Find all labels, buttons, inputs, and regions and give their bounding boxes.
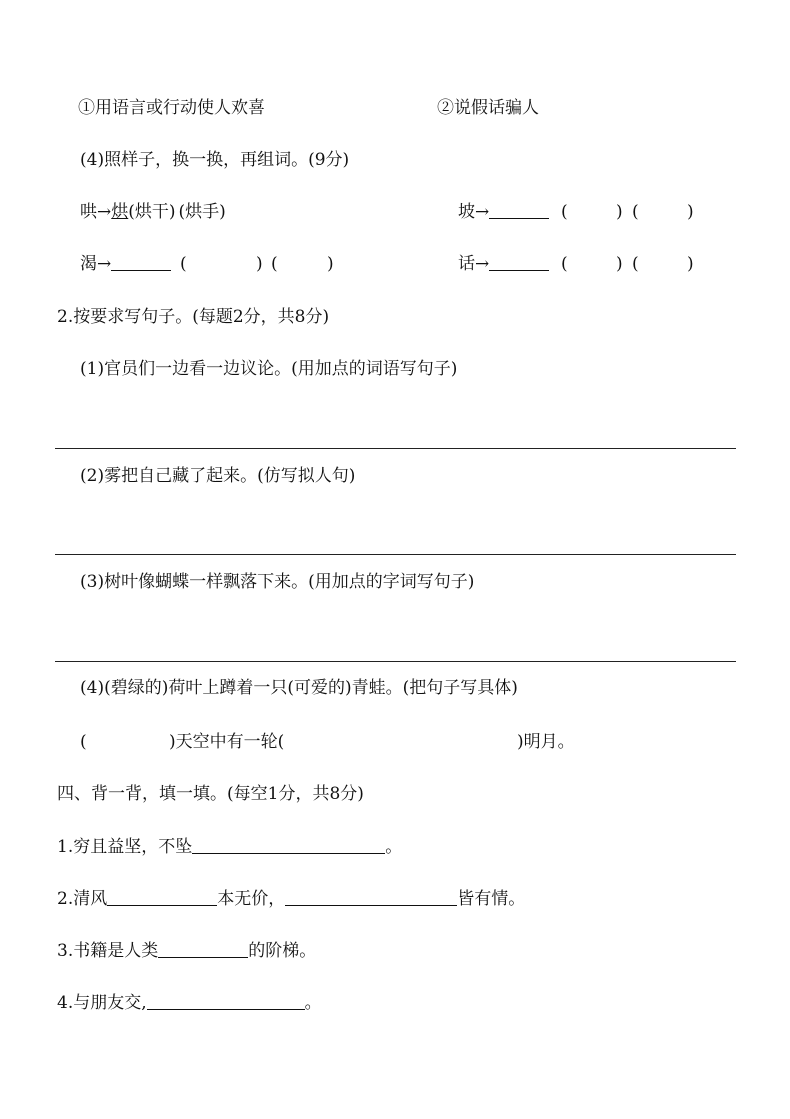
line1-post: 。 — [385, 837, 403, 857]
item-po — [458, 201, 549, 223]
item-ke — [80, 253, 171, 275]
item-po-char: 坡 — [458, 202, 475, 222]
answer-line[interactable] — [55, 661, 736, 662]
paren-open: ( — [632, 254, 639, 274]
s4-fill-end: )明月。 — [517, 732, 575, 752]
section2-title: 2.按要求写句子。(每题2分，共8分) — [57, 307, 330, 327]
item-hua-char: 话 — [458, 254, 475, 274]
poem-line-2 — [57, 888, 525, 910]
line2-blank-1[interactable] — [107, 888, 217, 906]
line3-blank[interactable] — [158, 940, 248, 958]
line4-blank[interactable] — [147, 992, 305, 1010]
answer-line[interactable] — [55, 554, 736, 555]
paren-open: ( — [632, 202, 639, 222]
option-1: ①用语言或行动使人欢喜 — [78, 98, 265, 118]
answer-line[interactable] — [55, 448, 736, 449]
paren-open: ( — [561, 202, 568, 222]
line4-pre: 4.与朋友交, — [57, 993, 147, 1013]
s4-prompt: (4)(碧绿的)荷叶上蹲着一只(可爱的)青蛙。(把句子写具体) — [80, 678, 518, 698]
arrow-icon: → — [97, 254, 112, 274]
example-new-char: 烘 — [111, 202, 129, 222]
poem-line-4 — [57, 992, 322, 1014]
poem-line-1 — [57, 836, 402, 858]
q4-instruction: (4)照样子，换一换，再组词。(9分) — [80, 150, 350, 170]
line2-blank-2[interactable] — [285, 888, 457, 906]
arrow-icon: → — [475, 202, 490, 222]
item-ke-char: 渴 — [80, 254, 97, 274]
s4-fill-mid: )天空中有一轮( — [169, 732, 285, 752]
example-char: 哄 — [80, 202, 97, 222]
line2-pre: 2.清风 — [57, 889, 108, 909]
line3-post: 的阶梯。 — [248, 941, 317, 961]
line1-blank[interactable] — [192, 836, 385, 854]
line2-mid: 本无价， — [217, 889, 286, 909]
option-2: ②说假话骗人 — [437, 98, 539, 118]
arrow-icon: → — [97, 202, 112, 222]
example-row — [80, 201, 226, 223]
paren-close: ) — [256, 254, 263, 274]
line3-pre: 3.书籍是人类 — [57, 941, 159, 961]
section4-title: 四、背一背，填一填。(每空1分，共8分) — [57, 784, 364, 804]
example-word-1: (烘干) — [128, 202, 176, 222]
line2-post: 皆有情。 — [457, 889, 526, 909]
item-hua-blank[interactable] — [489, 253, 549, 271]
s3-prompt: (3)树叶像蝴蝶一样飘落下来。(用加点的字词写句子) — [80, 572, 475, 592]
example-word-2: (烘手) — [178, 202, 226, 222]
paren-close: ) — [687, 202, 694, 222]
line1-pre: 1.穷且益坚，不坠 — [57, 837, 193, 857]
paren-open: ( — [180, 254, 187, 274]
poem-line-3 — [57, 940, 316, 962]
line4-post: 。 — [304, 993, 322, 1013]
paren-close: ) — [687, 254, 694, 274]
paren-close: ) — [327, 254, 334, 274]
s1-prompt: (1)官员们一边看一边议论。(用加点的词语写句子) — [80, 359, 458, 379]
paren-close: ) — [616, 202, 623, 222]
paren-open: ( — [271, 254, 278, 274]
paren-open: ( — [561, 254, 568, 274]
s2-prompt: (2)雾把自己藏了起来。(仿写拟人句) — [80, 466, 356, 486]
paren-close: ) — [616, 254, 623, 274]
arrow-icon: → — [475, 254, 490, 274]
item-ke-blank[interactable] — [111, 253, 171, 271]
s4-paren-open: ( — [80, 732, 87, 752]
item-po-blank[interactable] — [489, 201, 549, 219]
item-hua — [458, 253, 549, 275]
